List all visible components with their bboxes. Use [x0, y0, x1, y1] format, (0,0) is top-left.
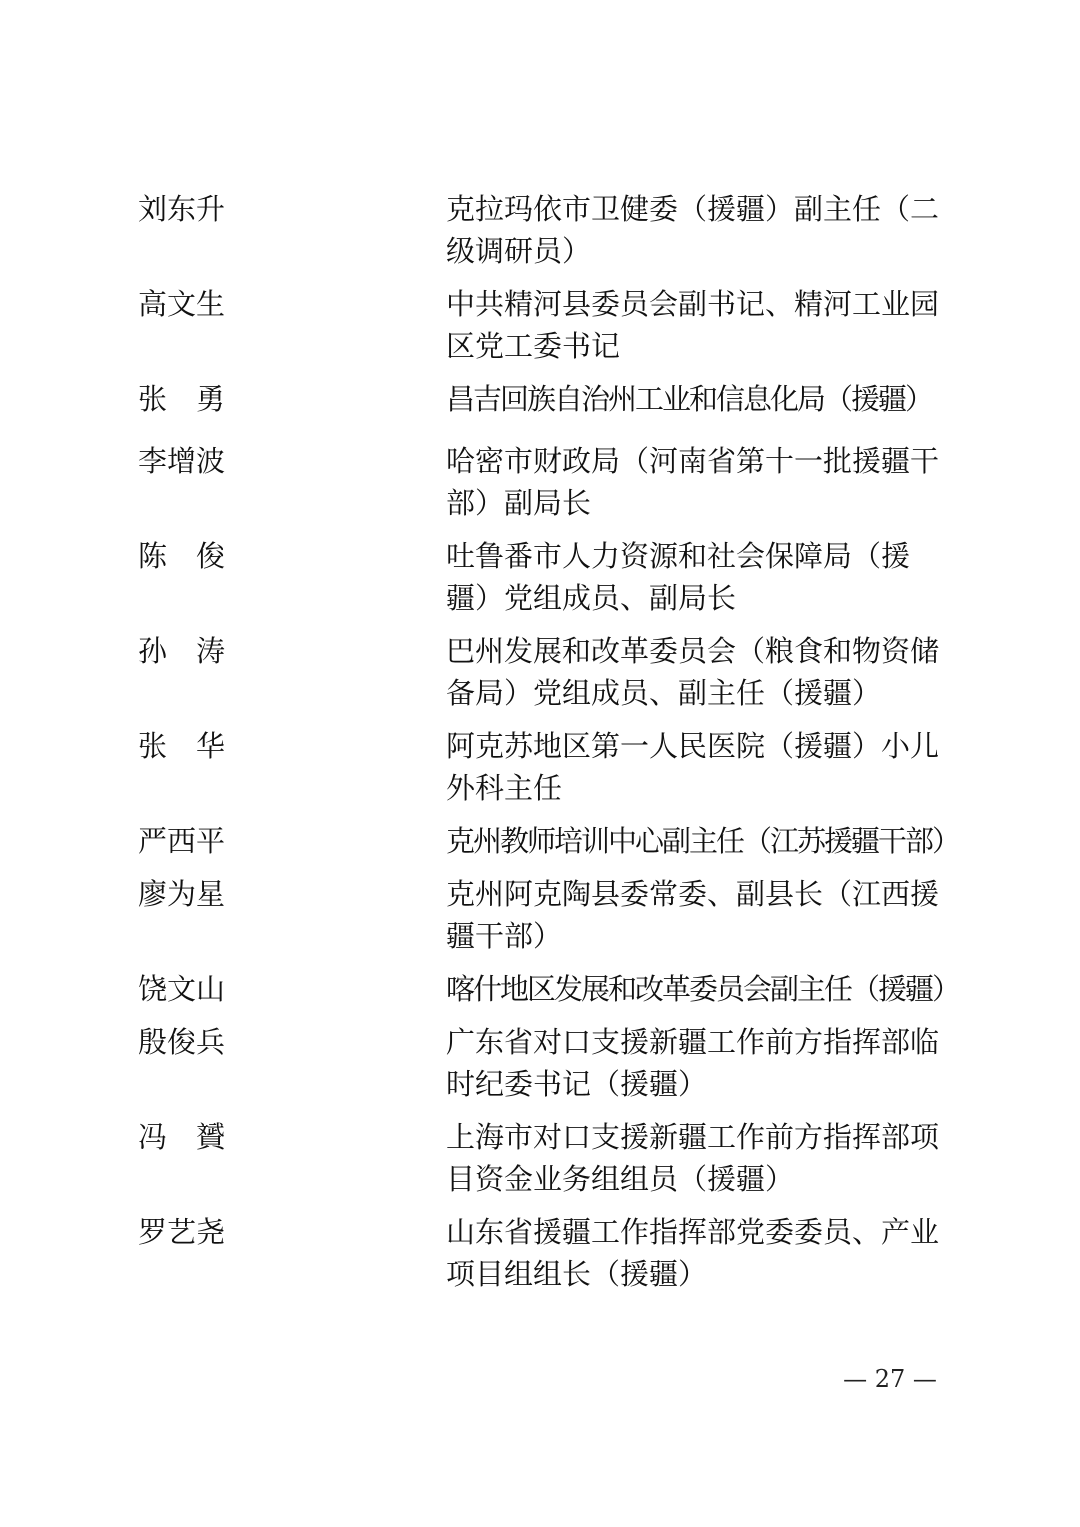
person-position: 广东省对口支援新疆工作前方指挥部临时纪委书记（援疆）	[446, 1025, 940, 1101]
person-name: 冯 贇	[138, 1120, 226, 1154]
person-name: 孙 涛	[138, 634, 226, 668]
person-name: 张 华	[138, 729, 226, 763]
person-name: 李增波	[138, 444, 226, 478]
person-name: 张 勇	[138, 382, 226, 416]
page-number: — 27 —	[843, 1365, 937, 1393]
person-position: 喀什地区发展和改革委员会副主任（援疆）	[446, 972, 960, 1006]
person-position: 克州阿克陶县委常委、副县长（江西援疆干部）	[446, 877, 940, 953]
person-position: 昌吉回族自治州工业和信息化局（援疆）	[446, 382, 933, 416]
person-position: 中共精河县委员会副书记、精河工业园区党工委书记	[446, 287, 940, 363]
person-name: 罗艺尧	[138, 1215, 226, 1249]
person-name: 高文生	[138, 287, 226, 321]
person-position: 哈密市财政局（河南省第十一批援疆干部）副局长	[446, 444, 940, 520]
person-position: 上海市对口支援新疆工作前方指挥部项目资金业务组组员（援疆）	[446, 1120, 940, 1196]
person-name: 严西平	[138, 824, 226, 858]
person-position: 克州教师培训中心副主任（江苏援疆干部）	[446, 824, 960, 858]
person-position: 吐鲁番市人力资源和社会保障局（援疆）党组成员、副局长	[446, 539, 911, 615]
person-position: 阿克苏地区第一人民医院（援疆）小儿外科主任	[446, 729, 940, 805]
person-position: 巴州发展和改革委员会（粮食和物资储备局）党组成员、副主任（援疆）	[446, 634, 940, 710]
person-name: 饶文山	[138, 972, 226, 1006]
person-name: 廖为星	[138, 877, 226, 911]
person-name: 陈 俊	[138, 539, 226, 573]
person-name: 殷俊兵	[138, 1025, 226, 1059]
person-name: 刘东升	[138, 192, 226, 226]
person-position: 山东省援疆工作指挥部党委委员、产业项目组组长（援疆）	[446, 1215, 940, 1291]
person-position: 克拉玛依市卫健委（援疆）副主任（二级调研员）	[446, 192, 940, 268]
